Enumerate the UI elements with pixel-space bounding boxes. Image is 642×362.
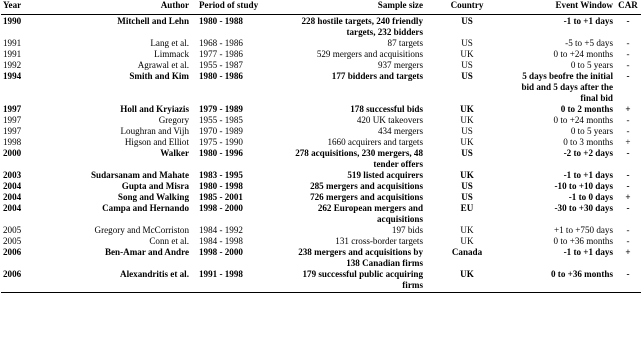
cell-country: UK — [460, 170, 474, 180]
cell-event-window: -5 to +5 days — [565, 38, 613, 48]
cell-event-window: 0 to +36 months — [553, 236, 613, 246]
cell-sample-size: 519 listed acquirers — [347, 170, 423, 180]
cell-period: 1998 - 2000 — [199, 203, 243, 213]
cell-event-window: 0 to +24 months — [553, 49, 613, 59]
cell-country: US — [461, 148, 473, 158]
table-row — [1, 104, 641, 115]
cell-year: 1990 — [3, 16, 22, 26]
cell-author: Holl and Kryiazis — [120, 104, 189, 114]
cell-country: UK — [425, 269, 509, 293]
cell-country: UK — [460, 225, 474, 235]
cell-author: Mitchell and Lehn — [117, 16, 189, 26]
cell-country: US — [461, 181, 473, 191]
cell-sample-size: 434 mergers — [377, 126, 423, 136]
cell-event-window: -1 to +1 days — [563, 247, 613, 257]
cell-event-window: -1 to 0 days — [568, 192, 613, 202]
cell-event-window: 0 to 5 years — [570, 60, 613, 70]
table-row — [1, 269, 641, 293]
cell-country: Canada — [451, 247, 483, 257]
cell-sample-size: 131 cross-border targets — [335, 236, 423, 246]
cell-year: 2006 — [3, 247, 22, 257]
table-row — [1, 15, 641, 39]
table-row — [1, 126, 641, 137]
cell-car: + — [625, 137, 631, 147]
cell-author: Gregory and McCorriston — [94, 225, 189, 235]
cell-author: Song and Walking — [117, 192, 189, 202]
table-row — [1, 181, 641, 192]
header-event-window: Event Window — [509, 0, 615, 15]
cell-event-window: -1 to +1 days — [563, 170, 613, 180]
cell-author: Conn et al. — [149, 236, 189, 246]
cell-year: 1997 — [3, 104, 22, 114]
cell-year: 2003 — [3, 170, 22, 180]
cell-sample-size: 87 targets — [387, 38, 423, 48]
cell-period: 1984 - 1998 — [199, 236, 243, 246]
cell-event-window: -30 to +30 days — [554, 203, 613, 213]
cell-car: - — [626, 236, 630, 246]
cell-author: Gregory — [158, 115, 189, 125]
header-row — [1, 0, 641, 15]
cell-year: 2004 — [3, 203, 22, 213]
cell-year: 1997 — [3, 126, 22, 136]
cell-event-window: 0 to 3 months — [563, 137, 613, 147]
cell-sample-size: 262 European mergers and acquisitions — [317, 203, 423, 224]
cell-event-window: -1 to +1 days — [563, 16, 613, 26]
cell-year: 1991 — [3, 38, 22, 48]
cell-event-window: 0 to +24 months — [553, 115, 613, 125]
cell-year: 1991 — [3, 49, 22, 59]
cell-event-window: 0 to 5 years — [570, 126, 613, 136]
cell-sample-size: 1660 acquirers and targets — [327, 137, 423, 147]
cell-country: EU — [460, 203, 474, 213]
table-row — [1, 38, 641, 49]
cell-car: + — [625, 247, 631, 257]
cell-period: 1970 - 1989 — [199, 126, 243, 136]
cell-year: 2005 — [3, 225, 22, 235]
cell-country: US — [461, 60, 473, 70]
table-row — [1, 203, 641, 225]
cell-period: 1998 - 2000 — [199, 247, 243, 257]
table-row — [1, 192, 641, 203]
header-period: Period of study — [191, 0, 285, 15]
cell-sample-size: 178 successful bids — [350, 104, 423, 114]
cell-sample-size: 278 acquisitions, 230 mergers, 48 tender offers — [295, 148, 423, 169]
cell-event-window: 0 to +36 months — [509, 269, 615, 293]
cell-sample-size: 177 bidders and targets — [331, 71, 423, 81]
cell-country: US — [461, 126, 473, 136]
cell-event-window: 5 days beofre the initial bid and 5 days after the final bid — [521, 71, 613, 103]
cell-event-window: -2 to +2 days — [563, 148, 613, 158]
cell-event-window: -10 to +10 days — [554, 181, 613, 191]
table-row — [1, 60, 641, 71]
table-row — [1, 49, 641, 60]
cell-period: 1979 - 1989 — [199, 104, 243, 114]
cell-year: 1997 — [3, 115, 22, 125]
table-row — [1, 148, 641, 170]
cell-author: Smith and Kim — [129, 71, 189, 81]
table-row — [1, 137, 641, 148]
cell-car: - — [626, 126, 630, 136]
cell-car: - — [626, 60, 630, 70]
cell-year: 1992 — [3, 60, 22, 70]
cell-year: 2004 — [3, 181, 22, 191]
cell-period: 1980 - 1988 — [199, 16, 243, 26]
cell-car: - — [626, 203, 630, 213]
cell-car: - — [626, 170, 630, 180]
table-row — [1, 247, 641, 269]
header-sample-size: Sample size — [285, 0, 425, 15]
header-author: Author — [41, 0, 191, 15]
cell-period: 1985 - 2001 — [199, 192, 243, 202]
cell-car: - — [626, 148, 630, 158]
cell-period: 1955 - 1987 — [199, 60, 243, 70]
cell-country: UK — [460, 115, 474, 125]
cell-car: - — [626, 38, 630, 48]
cell-car: - — [626, 115, 630, 125]
table-body — [1, 15, 641, 293]
cell-year: 2006 — [1, 269, 41, 293]
cell-period: 1955 - 1985 — [199, 115, 243, 125]
cell-period: 1991 - 1998 — [191, 269, 285, 293]
cell-sample-size: 937 mergers — [377, 60, 423, 70]
cell-country: US — [461, 38, 473, 48]
cell-author: Campa and Hernando — [102, 203, 189, 213]
header-country: Country — [425, 0, 509, 15]
cell-author: Gupta and Misra — [121, 181, 189, 191]
cell-sample-size: 238 mergers and acquisitions by 138 Canadian firms — [298, 247, 423, 268]
cell-sample-size: 228 hostile targets, 240 friendly targets, 232 bidders — [301, 16, 423, 37]
cell-sample-size: 420 UK takeovers — [356, 115, 423, 125]
cell-sample-size: 285 mergers and acquisitions — [310, 181, 423, 191]
cell-author: Lang et al. — [150, 38, 189, 48]
cell-country: US — [461, 192, 473, 202]
cell-year: 2005 — [3, 236, 22, 246]
cell-author: Walker — [160, 148, 189, 158]
cell-period: 1975 - 1990 — [199, 137, 243, 147]
table-row — [1, 225, 641, 236]
cell-sample-size: 197 bids — [391, 225, 423, 235]
studies-table — [1, 0, 641, 293]
header-year: Year — [1, 0, 41, 15]
cell-year: 1998 — [3, 137, 22, 147]
table-row — [1, 71, 641, 104]
cell-car: - — [626, 225, 630, 235]
cell-author: Higson and Elliot — [124, 137, 189, 147]
cell-car: + — [625, 192, 631, 202]
cell-country: UK — [460, 137, 474, 147]
cell-author: Sudarsanam and Mahate — [90, 170, 189, 180]
cell-sample-size: 529 mergers and acquisitions — [316, 49, 423, 59]
cell-car: - — [626, 49, 630, 59]
table-row — [1, 115, 641, 126]
cell-author: Ben-Amar and Andre — [104, 247, 189, 257]
cell-year: 2004 — [3, 192, 22, 202]
cell-car: - — [626, 71, 630, 81]
table-row — [1, 236, 641, 247]
cell-period: 1984 - 1992 — [199, 225, 243, 235]
cell-event-window: +1 to +750 days — [553, 225, 613, 235]
cell-car: - — [615, 269, 641, 293]
cell-car: - — [626, 181, 630, 191]
cell-author: Limmack — [154, 49, 189, 59]
cell-country: US — [461, 16, 473, 26]
cell-sample-size: 726 mergers and acquisitions — [310, 192, 423, 202]
cell-author: Loughran and Vijh — [120, 126, 189, 136]
cell-country: UK — [460, 104, 474, 114]
header-car: CAR — [615, 0, 641, 15]
table-row — [1, 170, 641, 181]
cell-period: 1968 - 1986 — [199, 38, 243, 48]
cell-author: Agrawal et al. — [137, 60, 189, 70]
cell-year: 2000 — [3, 148, 22, 158]
cell-period: 1980 - 1996 — [199, 148, 243, 158]
cell-period: 1980 - 1998 — [199, 181, 243, 191]
cell-author: Alexandritis et al. — [41, 269, 191, 293]
cell-car: - — [626, 16, 630, 26]
cell-year: 1994 — [3, 71, 22, 81]
cell-period: 1983 - 1995 — [199, 170, 243, 180]
cell-country: UK — [460, 236, 474, 246]
cell-period: 1980 - 1986 — [199, 71, 243, 81]
cell-country: UK — [460, 49, 474, 59]
cell-sample-size: 179 successful public acquiring firms — [285, 269, 425, 293]
cell-country: US — [461, 71, 473, 81]
cell-car: + — [625, 104, 631, 114]
cell-event-window: 0 to 2 months — [560, 104, 613, 114]
cell-period: 1977 - 1986 — [199, 49, 243, 59]
